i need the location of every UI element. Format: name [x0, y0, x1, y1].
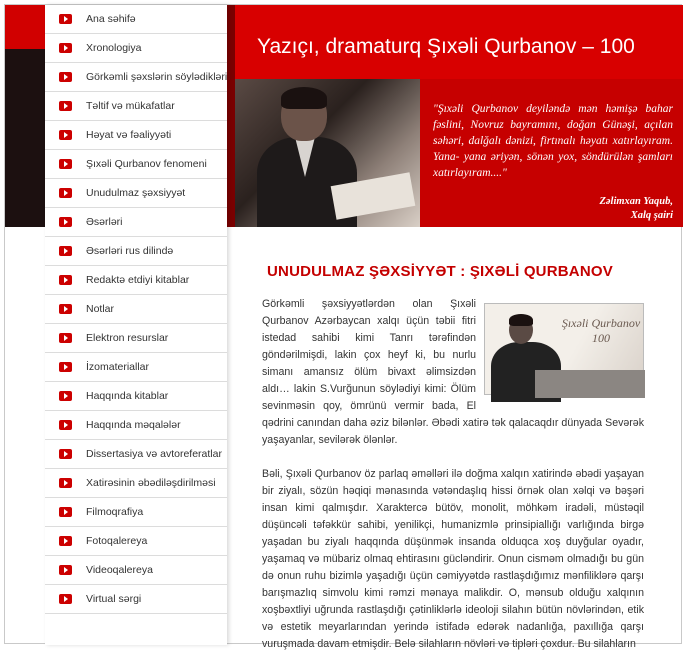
site-title: Yazıçı, dramaturq Şıxəli Qurbanov – 100	[257, 35, 635, 58]
play-arrow-icon	[59, 130, 72, 140]
sidebar-item-2[interactable]	[45, 34, 227, 63]
sidebar-item-label: İzomateriallar	[86, 361, 150, 373]
sidebar-item-label: Haqqında məqalələr	[86, 419, 181, 431]
page-title: UNUDULMAZ ŞƏXSİYYƏT : ŞIXƏLİ QURBANOV	[267, 263, 613, 280]
sidebar-item-label: Xatirəsinin əbədiləşdirilməsi	[86, 477, 216, 489]
header	[235, 5, 683, 79]
sidebar-item-8[interactable]	[45, 208, 227, 237]
play-arrow-icon	[59, 391, 72, 401]
article-photo	[484, 303, 644, 395]
play-arrow-icon	[59, 43, 72, 53]
quote-author-title: Xalq şairi	[630, 210, 673, 221]
sidebar-item-label: Dissertasiya və avtoreferatlar	[86, 448, 222, 460]
sidebar-item-label: Notlar	[86, 303, 115, 315]
sidebar-item-6[interactable]	[45, 150, 227, 179]
article	[262, 296, 644, 670]
play-arrow-icon	[59, 304, 72, 314]
play-arrow-icon	[59, 217, 72, 227]
sidebar-nav	[45, 5, 227, 645]
banner-quote: "Şıxəli Qurbanov deyiləndə mən həmişə bahar fəslini, Novruz bayramını, doğan Günəşi, açılan səhəri, dalğalı dənizi, firtınalı həyatı xatırlayıram. Yana- yana əriyən, sönən yox, söndürülən şamları xatırlayıram...."	[433, 103, 673, 179]
sidebar-item-4[interactable]	[45, 92, 227, 121]
sidebar-item-16[interactable]	[45, 440, 227, 469]
sidebar-item-14[interactable]	[45, 382, 227, 411]
play-arrow-icon	[59, 449, 72, 459]
sidebar-item-label: Təltif və mükafatlar	[86, 100, 175, 112]
play-arrow-icon	[59, 72, 72, 82]
sidebar-item-label: Filmoqrafiya	[86, 506, 144, 518]
sidebar-item-label: Həyat və fəaliyyəti	[86, 129, 172, 141]
play-arrow-icon	[59, 565, 72, 575]
sidebar-item-19[interactable]	[45, 527, 227, 556]
content-header	[267, 263, 649, 280]
article-photo-caption: Şıxəli Qurbanov 100	[561, 316, 641, 345]
sidebar-item-label: Redaktə etdiyi kitablar	[86, 274, 190, 286]
banner	[235, 79, 683, 227]
play-arrow-icon	[59, 159, 72, 169]
play-arrow-icon	[59, 188, 72, 198]
play-arrow-icon	[59, 420, 72, 430]
sidebar-item-1[interactable]	[45, 5, 227, 34]
sidebar-list	[45, 5, 227, 614]
article-paragraph-1: Görkəmli şəxsiyyətlərdən olan Şıxəli Qurbanov Azərbaycan xalqı üçün təbii fitri istedad sahibi kimi Tanrı tərəfindən göndərilmişdi, lakin çox heyf ki, bu nurlu simanı amansız ölüm bivaxt əlimsizdən aldı… lakin S.Vurğunun söylədiyi kimi: Ölüm sevinməsin qoy, ömrünü vermir bada, El qədrini canından daha əziz bilənlər. Əbədi xatirə tək qalacaqdır dünyada Sevərək yaşayanlar, sevilərək ölənlər.	[262, 298, 644, 446]
sidebar-item-label: Unudulmaz şəxsiyyət	[86, 187, 186, 199]
quote-author-name: Zəlimxan Yaqub,	[599, 196, 673, 207]
sidebar-item-label: Ana səhifə	[86, 13, 136, 25]
sidebar-item-10[interactable]	[45, 266, 227, 295]
sidebar-item-17[interactable]	[45, 469, 227, 498]
sidebar-item-18[interactable]	[45, 498, 227, 527]
sidebar-item-13[interactable]	[45, 353, 227, 382]
quote-author	[599, 195, 673, 223]
play-arrow-icon	[59, 14, 72, 24]
sidebar-item-label: Videoqalereya	[86, 564, 153, 576]
sidebar-item-label: Əsərləri rus dilində	[86, 245, 174, 257]
sidebar-item-20[interactable]	[45, 556, 227, 585]
sidebar-item-5[interactable]	[45, 121, 227, 150]
sidebar-item-label: Haqqında kitablar	[86, 390, 169, 402]
sidebar-item-21[interactable]	[45, 585, 227, 614]
sidebar-item-11[interactable]	[45, 295, 227, 324]
sidebar-item-7[interactable]	[45, 179, 227, 208]
article-paragraph-2: Bəli, Şıxəli Qurbanov öz parlaq əməlləri ilə doğma xalqın xatirində əbədi yaşayan bir ziyalı, sözün həqiqi mənasında vətəndaşlıq hissi örnək olan xəlqi və bəşəri insan kimi qalmışdır. Xaraktercə bütöv, monolit, möhkəm iradəli, müstəqil düşüncəli təfəkkür sahibi, yenilikçi, humanizmlə prinsipiallığı varlığında birgə yaşadan bu ziyalı haqqında düşünmək insanda olduqca xoş duyğular oyadır, yaşamaq və mübariz olmaq ehtirasını gücləndirir. Onun cisməm olmadığı bu gün də onun ruhu bizimlə yaşadığı üçün cəmiyyətdə rastlaşdığımız mənfiliklərə qarşı barışmazlıq simvolu kimi rəmzi mənaya malikdir. O, mənsub olduğu xalqının xoşbəxtliyi uğrunda rastlaşdığı çətinliklərlə ideoloji silahın bütün növlərindən, etik və estetik meyarlarından yerində istifadə edərək nadanlığa, paxıllığa qarşı vuruşmada davam etmişdir. Belə silahların növləri və tipləri çoxdur. Bu silahların	[262, 468, 644, 650]
play-arrow-icon	[59, 246, 72, 256]
sidebar-item-label: Xronologiya	[86, 42, 142, 54]
sidebar-item-label: Fotoqalereya	[86, 535, 148, 547]
play-arrow-icon	[59, 275, 72, 285]
sidebar-item-3[interactable]	[45, 63, 227, 92]
play-arrow-icon	[59, 101, 72, 111]
sidebar-item-label: Virtual sərgi	[86, 593, 142, 605]
left-accent-red	[5, 5, 45, 49]
play-arrow-icon	[59, 594, 72, 604]
sidebar-item-12[interactable]	[45, 324, 227, 353]
sidebar-item-label: Əsərləri	[86, 216, 123, 228]
play-arrow-icon	[59, 507, 72, 517]
sidebar-item-label: Elektron resurslar	[86, 332, 169, 344]
play-arrow-icon	[59, 536, 72, 546]
sidebar-edge-strip	[227, 5, 235, 227]
sidebar-item-15[interactable]	[45, 411, 227, 440]
play-arrow-icon	[59, 478, 72, 488]
sidebar-item-9[interactable]	[45, 237, 227, 266]
sidebar-item-label: Görkəmli şəxslərin söylədikləri	[86, 71, 228, 83]
play-arrow-icon	[59, 362, 72, 372]
left-accent-dark	[5, 49, 45, 227]
author-photo	[235, 79, 420, 227]
play-arrow-icon	[59, 333, 72, 343]
sidebar-item-label: Şıxəli Qurbanov fenomeni	[86, 158, 207, 170]
